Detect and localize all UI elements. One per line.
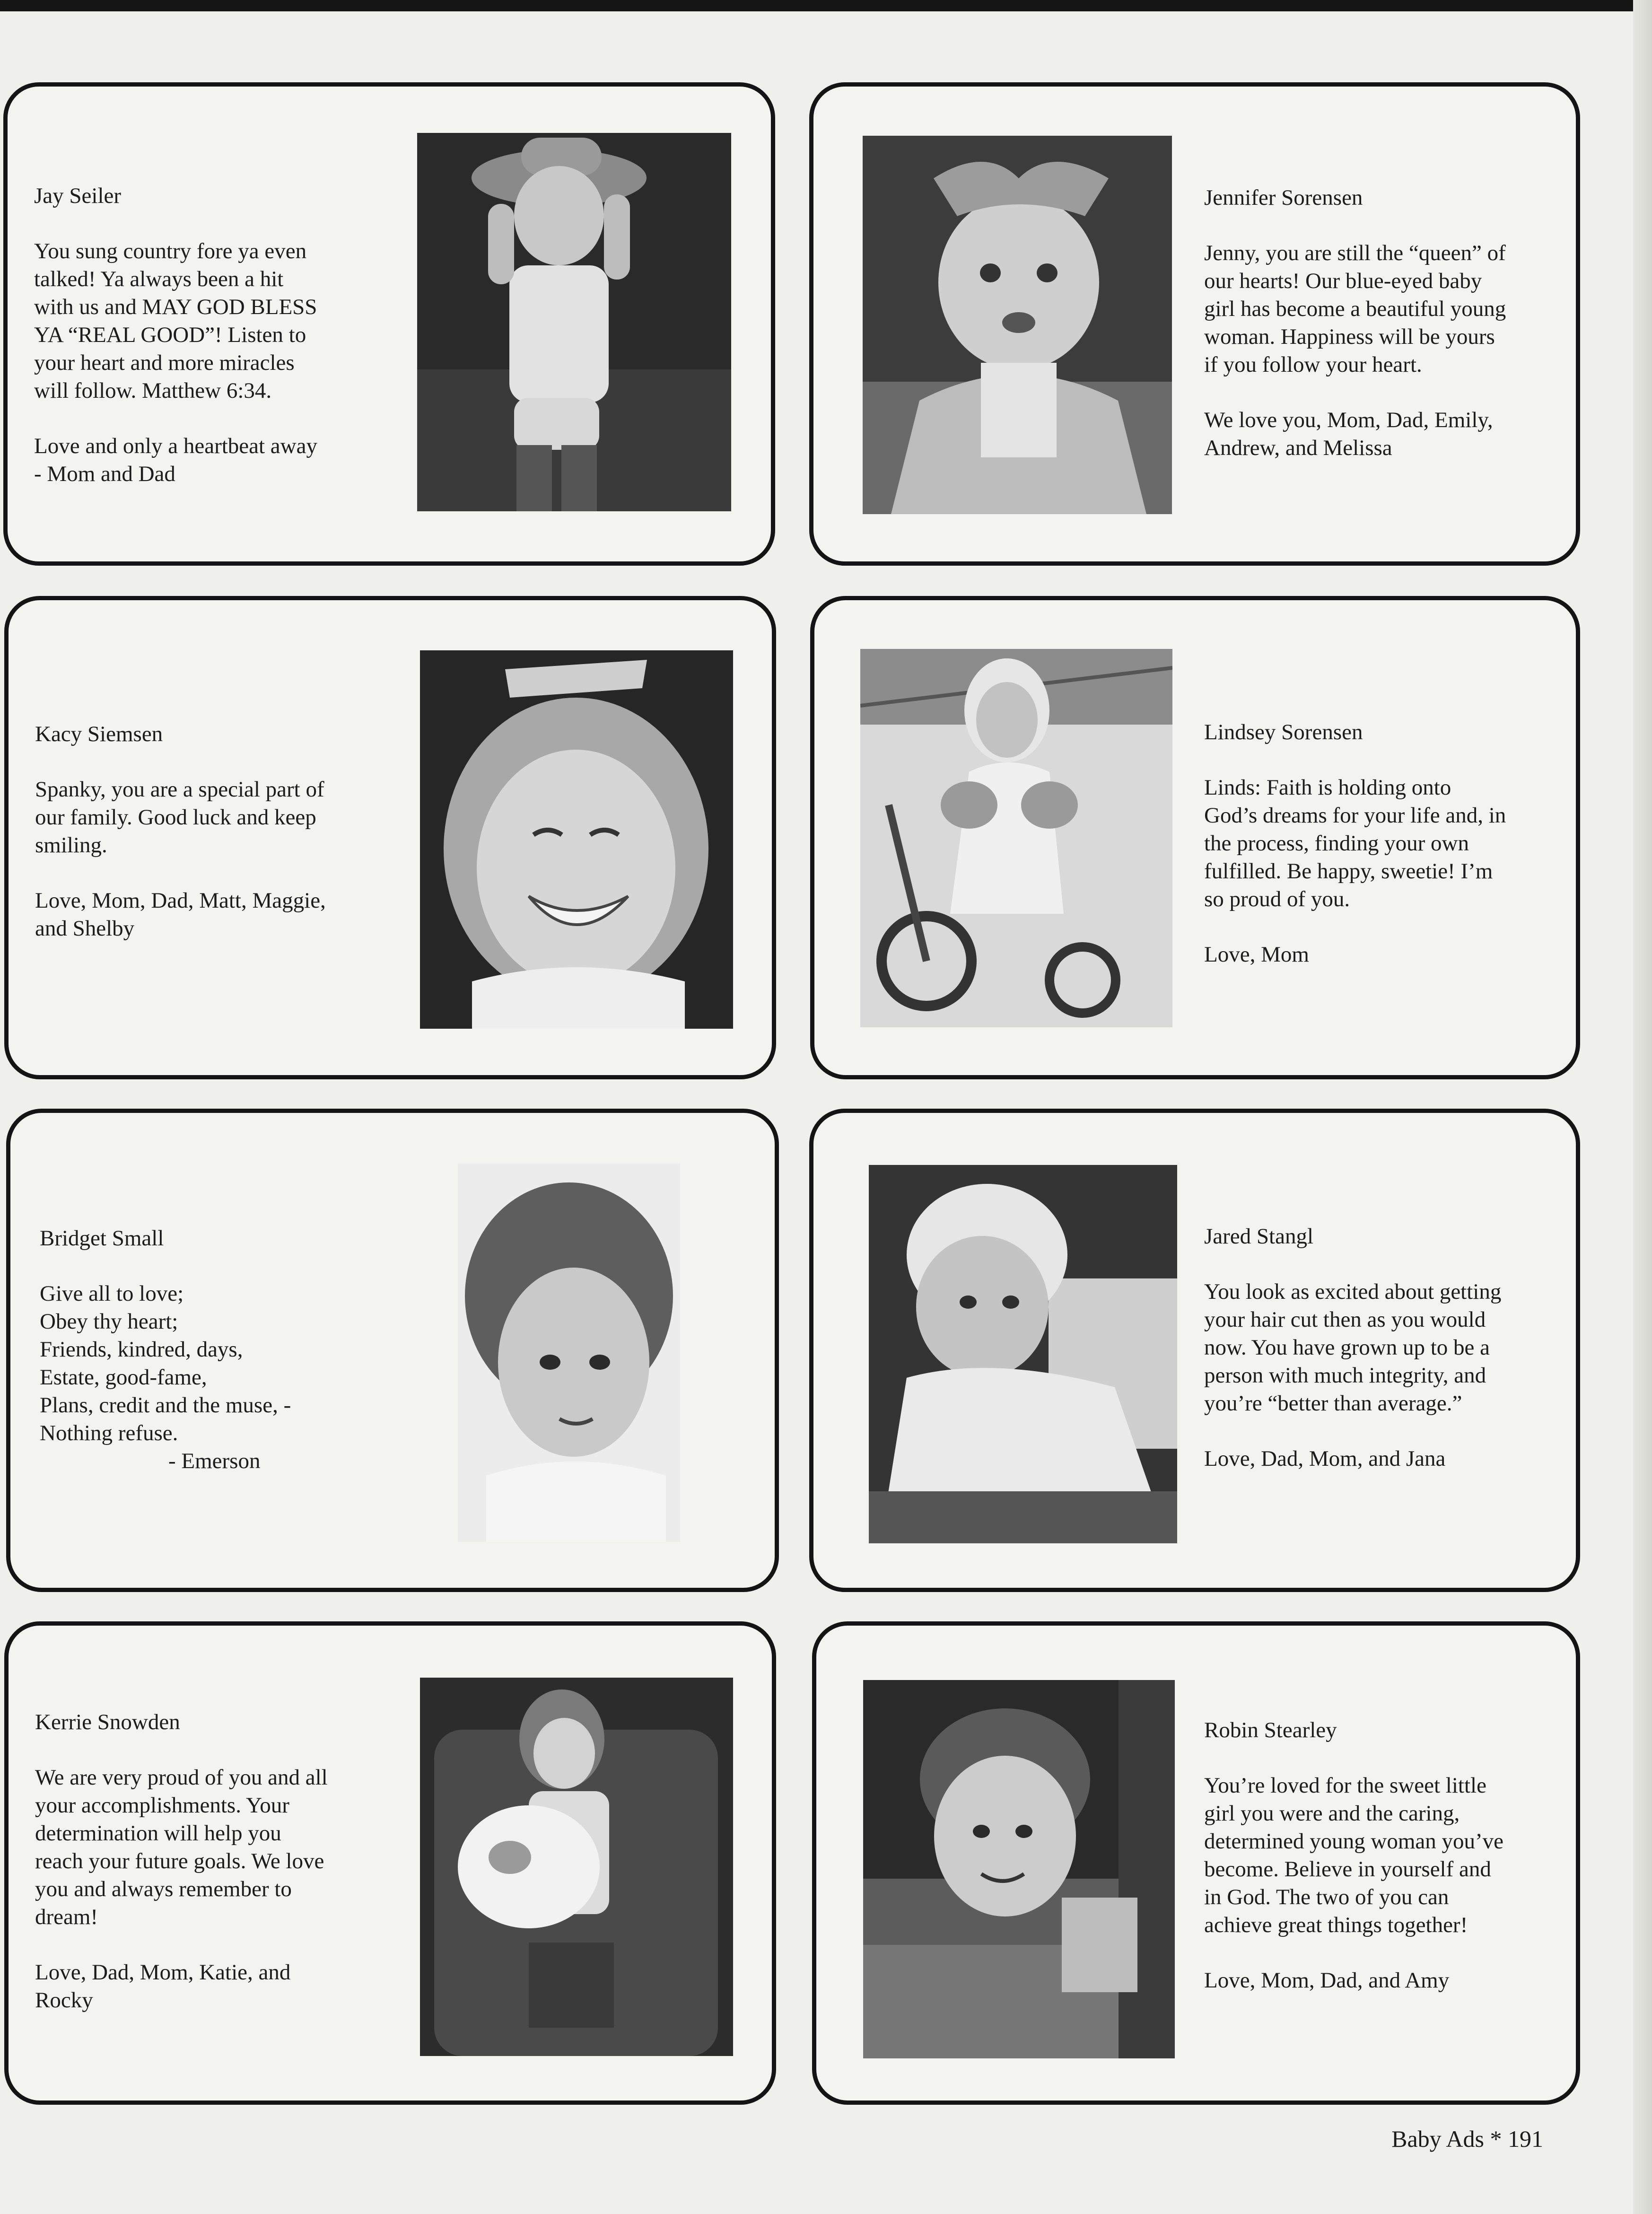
- baby-ad-card: [812, 1621, 1580, 2105]
- signature: - Emerson: [168, 1449, 261, 1473]
- child-name: Kacy Siemsen: [35, 722, 163, 746]
- baby-photo: [860, 649, 1172, 1027]
- page-right-edge: [1633, 0, 1652, 2214]
- baby-ad-card: [809, 82, 1580, 566]
- baby-photo: [458, 1164, 680, 1542]
- parent-message: Spanky, you are a special part of our family. Good luck and keep smiling.: [35, 777, 324, 858]
- signature: Love, Mom: [1204, 942, 1309, 967]
- card-text: [35, 1708, 404, 2014]
- child-name: Kerrie Snowden: [35, 1710, 180, 1734]
- child-name: Bridget Small: [40, 1226, 164, 1251]
- parent-message: Jenny, you are still the “queen” of our hearts! Our blue-eyed baby girl has become a beautiful young woman. Happiness will be yours if you follow your heart.: [1204, 241, 1506, 377]
- baby-photo: [420, 650, 733, 1029]
- baby-ad-card: [6, 1109, 779, 1592]
- baby-photo: [420, 1678, 733, 2056]
- parent-message: You’re loved for the sweet little girl you were and the caring, determined young woman you’ve become. Believe in yourself and in God. The two of you can achieve great things together!: [1204, 1773, 1504, 1937]
- parent-message: Linds: Faith is holding onto God’s dreams for your life and, in the process, finding your own fulfilled. Be happy, sweetie! I’m so proud of you.: [1204, 775, 1506, 911]
- baby-photo: [417, 133, 731, 511]
- card-text: [1204, 718, 1573, 969]
- baby-photo: [863, 1680, 1175, 2058]
- baby-photo: [869, 1165, 1177, 1543]
- signature: We love you, Mom, Dad, Emily, Andrew, and Melissa: [1204, 408, 1493, 460]
- card-text: [34, 182, 403, 488]
- baby-ad-card: [3, 82, 775, 566]
- child-name: Lindsey Sorensen: [1204, 720, 1363, 744]
- card-text: [1204, 1223, 1573, 1473]
- parent-message: We are very proud of you and all your accomplishments. Your determination will help you reach your future goals. We love you and always remember to dream!: [35, 1765, 328, 1929]
- signature: Love, Mom, Dad, Matt, Maggie, and Shelby: [35, 888, 326, 941]
- baby-ad-card: [810, 596, 1580, 1079]
- parent-message: Give all to love; Obey thy heart; Friends, kindred, days, Estate, good-fame, Plans, credit and the muse, - Nothing refuse.: [40, 1281, 291, 1445]
- parent-message: You look as excited about getting your hair cut then as you would now. You have grown up to be a person with much integrity, and you’re “better than average.”: [1204, 1279, 1502, 1416]
- signature: Love, Dad, Mom, Katie, and Rocky: [35, 1960, 291, 2013]
- child-name: Jared Stangl: [1204, 1224, 1314, 1249]
- signature: Love, Dad, Mom, and Jana: [1204, 1446, 1446, 1471]
- page-top-edge: [0, 0, 1652, 11]
- signature: Love and only a heartbeat away - Mom and Dad: [34, 434, 317, 486]
- child-name: Jay Seiler: [34, 184, 122, 208]
- card-text: [35, 720, 404, 943]
- card-text: [1204, 184, 1573, 462]
- baby-ad-card: [4, 596, 776, 1079]
- baby-photo: [863, 136, 1172, 514]
- card-text: [40, 1225, 409, 1475]
- baby-ad-card: [809, 1109, 1580, 1592]
- baby-ad-card: [4, 1621, 776, 2105]
- child-name: Jennifer Sorensen: [1204, 185, 1363, 210]
- card-text: [1204, 1716, 1573, 1995]
- child-name: Robin Stearley: [1204, 1718, 1337, 1742]
- page-footer: Baby Ads * 191: [1391, 2126, 1543, 2152]
- signature: Love, Mom, Dad, and Amy: [1204, 1968, 1450, 1993]
- parent-message: You sung country fore ya even talked! Ya always been a hit with us and MAY GOD BLESS YA “REAL GOOD”! Listen to your heart and more miracles will follow. Matthew 6:34.: [34, 239, 317, 403]
